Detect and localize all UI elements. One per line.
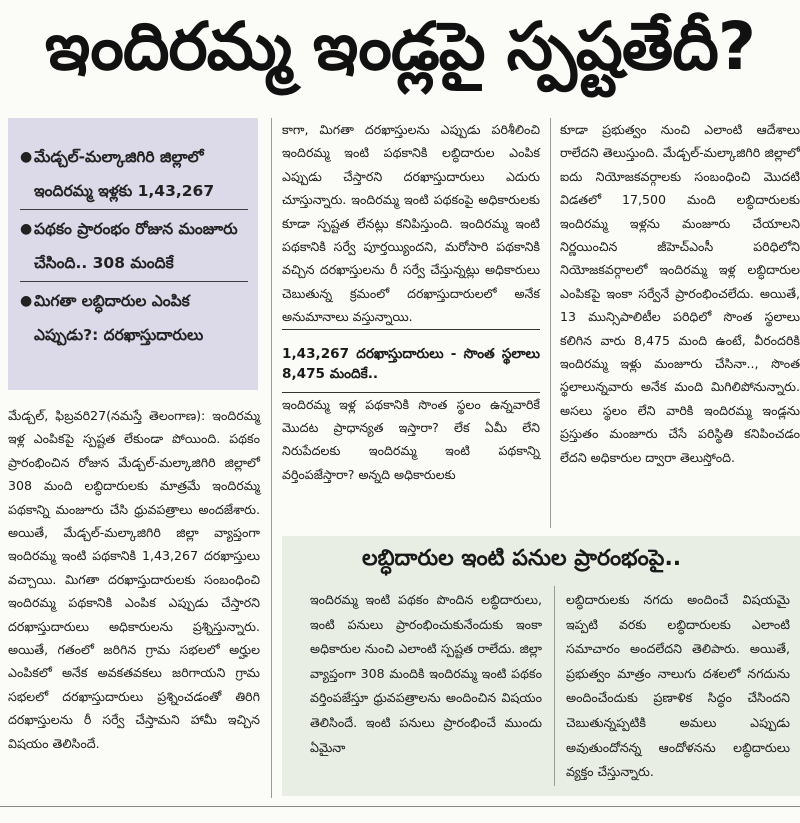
- sidebar-box: [282, 536, 800, 796]
- bullet-icon: ●: [20, 293, 33, 309]
- bullet-icon: ●: [20, 221, 33, 237]
- highlight-box: [8, 118, 258, 390]
- page-bottom-rule: [0, 806, 800, 807]
- column-divider: [554, 586, 555, 786]
- article-paragraph: కూడా ప్రభుత్వం నుంచి ఎలాంటి ఆదేశాలు రాలేదని తెలుస్తుంది. మేడ్చల్‌-మల్కాజిగిరి జిల్లాలో ఐదు నియోజకవర్గాలకు సంబంధించి మొదటి విడతలో 17,500 మంది లబ్ధిదారులకు ఇందిరమ్మ ఇళ్లను మంజూరు చేయాలని నిర్ణయించిన జీహెచ్‌ఎంసీ పరిధిలోని నియోజకవర్గాలలో ఇందిరమ్మ ఇళ్ల లబ్ధిదారుల ఎంపికపై ఇంకా సర్వేనే ప్రారంభించలేదు. అయితే, 13 మున్సిపాలిటీల పరిధిలో సొంత స్థలాలు కలిగిన వారు 8,475 మంది ఉంటే, వీరందరికి ఇందిరమ్మ ఇళ్లు మంజూరు చేసినా.., సొంత స్థలాలున్నవారు అనేక మంది మిగిలిపోనున్నారు. అసలు స్థలం లేని వారికి ఇందిరమ్మ ఇండ్లను ప్రస్తుతం మంజూరు చేసే పరిస్థితి కనిపించడం లేదని అధికారుల ద్వారా తెలుస్తోంది.: [560, 122, 800, 465]
- headline: ఇందిరమ్మ ఇండ్లపై స్పష్టతేదీ?: [44, 7, 756, 85]
- subheading: 1,43,267 దరఖాస్తుదారులు - సొంత స్థలాలు 8,475 మందికే..: [282, 345, 540, 382]
- column-divider: [271, 118, 272, 798]
- column-divider: [550, 118, 551, 528]
- divider: [20, 209, 248, 210]
- highlight-text: మేడ్చల్‌-మల్కాజిగిరి జిల్లాలో ఇందిరమ్మ ఇళ్లకు 1,43,267: [34, 148, 215, 200]
- article-column-3: [560, 118, 800, 469]
- divider: [20, 281, 248, 282]
- box-column-right: [566, 588, 790, 785]
- highlight-text: పథకం ప్రారంభం రోజున మంజూరు చేసింది.. 308 మందికే: [34, 220, 238, 272]
- article-column-1: [8, 404, 260, 755]
- box-title: లబ్ధిదారుల ఇంటి పనుల ప్రారంభంపై..: [362, 546, 682, 571]
- article-paragraph: లబ్ధిదారులకు నగదు అందించే విషయమై ఇప్పటి వరకు లబ్ధిదారులకు ఎలాంటి సమాచారం అందలేదని తెలిపారు. అయితే, ప్రభుత్వం మాత్రం నాలుగు దశలలో నగదును అందించేందుకు ప్రణాళిక సిద్ధం చేసిందని చెబుతున్నప్పటికి అమలు ఎప్పుడు అవుతుందోనన్న ఆందోళనను లబ్ధిదారులు వ్యక్తం చేస్తున్నారు.: [566, 592, 790, 780]
- article-column-2: [282, 118, 540, 486]
- article-paragraph: మేడ్చల్‌, ఫిబ్రవరి27(నమస్తే తెలంగాణ): ఇందిరమ్మ ఇళ్ల ఎంపికపై స్పష్టత లేకుండా పోయింది. పథకం ప్రారంభించిన రోజున మేడ్చల్‌-మల్కాజిగిరి జిల్లాలో 308 మంది లబ్ధిదారులకు మాత్రమే ఇందిరమ్మ పథకాన్ని మంజూరు చేసి ధ్రువపత్రాలు అందజేశారు. అయితే, మేడ్చల్‌-మల్కాజిగిరి జిల్లా వ్యాప్తంగా ఇందిరమ్మ ఇంటి పథకానికి 1,43,267 దరఖాస్తులు వచ్చాయి. మిగతా దరఖాస్తుదారులకు సంబంధించి ఇందిరమ్మ పథకానికి ఎంపిక ఎప్పుడు చేస్తారని దరఖాస్తుదారులు అధికారులను ప్రశ్నిస్తున్నారు. అయితే, గతంలో జరిగిన గ్రామ సభలలో అర్హుల ఎంపికలో అనేక అవకతవకలు జరిగాయని గ్రామ సభలలో దరఖాస్తుదారులు ప్రశ్నించడంతో తిరిగి దరఖాస్తులను రీ సర్వే చేస్తామని హామీ ఇచ్చిన విషయం తెలిసిందే.: [8, 408, 260, 751]
- highlight-item: [20, 284, 248, 352]
- highlight-item: [20, 140, 248, 208]
- article-paragraph: ఇందిరమ్మ ఇంటి పథకం పొందిన లబ్ధిదారులు, ఇంటి పనులు ప్రారంభించుకునేందుకు ఇంకా అధికారుల నుంచి ఎలాంటి స్పష్టత రాలేదు. జిల్లా వ్యాప్తంగా 308 మందికి ఇందిరమ్మ ఇంటి పథకం వర్తింపజేస్తూ ధ్రువపత్రాలను అందించిన విషయం తెలిసిందే. ఇంటి పనులు ప్రారంభించే ముందు ఏమైనా: [310, 592, 542, 755]
- article-paragraph: కాగా, మిగతా దరఖాస్తులను ఎప్పుడు పరిశీలించి ఇందిరమ్మ ఇంటి పథకానికి లబ్ధిదారుల ఎంపిక ఎప్పుడు చేస్తారని దరఖాస్తుదారులు ఎదురు చూస్తున్నారు. ఇందిరమ్మ ఇంటి పథకంపై అధికారులకు కూడా స్పష్టత లేనట్లు కనిపిస్తుంది. ఇందిరమ్మ ఇంటి పథకానికి సర్వే పూర్తయ్యిందని, మరోసారి పథకానికి వచ్చిన దరఖాస్తులను రీ సర్వే చేస్తున్నట్లు అధికారులు చెబుతున్న క్రమంలో దరఖాస్తుదారులలో అనేక అనుమానాలు వస్తున్నాయి.: [282, 122, 540, 325]
- box-column-left: [310, 588, 542, 760]
- highlight-item: [20, 212, 248, 280]
- divider: [282, 329, 540, 330]
- bullet-icon: ●: [20, 149, 33, 165]
- highlight-text: మిగతా లబ్ధిదారుల ఎంపిక ఎప్పుడు?: దరఖాస్తుదారులు: [34, 292, 204, 344]
- article-paragraph: ఇందిరమ్మ ఇళ్ల పథకానికి సొంత స్థలం ఉన్నవారికే మొదట ప్రాధాన్యత ఇస్తారా? లేక ఏమీ లేని నిరుపేదలకు ఇందిరమ్మ ఇంటి పథకాన్ని వర్తింపజేస్తారా? అన్నది అధికారులకు: [282, 396, 540, 482]
